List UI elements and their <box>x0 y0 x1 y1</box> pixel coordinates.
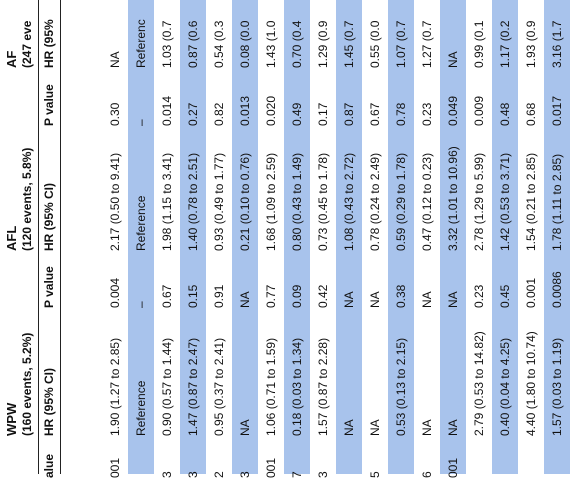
cell-wpw-hr: 2.79 (0.53 to 14.82) <box>472 331 486 436</box>
cell-p-prev: 2 <box>212 471 226 478</box>
table-row <box>284 0 310 478</box>
cell-afl-hr: 1.08 (0.43 to 2.72) <box>342 152 356 251</box>
cell-af-hr: 1.43 (1.0 <box>264 20 278 68</box>
table-row <box>232 0 258 478</box>
cell-af-hr: 0.54 (0.3 <box>212 20 226 68</box>
group-subtitle-afl: (120 events, 5.8%) <box>20 147 34 251</box>
cell-wpw-hr: 0.90 (0.57 to 1.44) <box>160 337 174 436</box>
cell-p-prev: 001 <box>264 457 278 478</box>
cell-p-prev: 001 <box>446 457 460 478</box>
cell-afl-p: 0.48 <box>498 102 512 126</box>
table-row <box>362 0 388 478</box>
cell-wpw-p: NA <box>238 291 252 308</box>
cell-afl-hr: 0.59 (0.29 to 1.78) <box>394 152 408 251</box>
cell-afl-hr: 0.21 (0.10 to 0.76) <box>238 152 252 251</box>
cell-wpw-p: 0.42 <box>316 284 330 308</box>
cell-afl-hr: 1.78 (1.11 to 2.85) <box>550 153 564 251</box>
table-row <box>492 0 518 474</box>
cell-wpw-hr: 0.95 (0.37 to 2.41) <box>212 337 226 436</box>
cell-afl-hr: 3.32 (1.01 to 10.96) <box>446 146 460 251</box>
cell-afl-p: 0.87 <box>342 102 356 126</box>
cell-wpw-p: 0.004 <box>108 277 122 308</box>
cell-afl-p: – <box>134 119 148 126</box>
cell-p-prev: 3 <box>186 471 200 478</box>
cell-wpw-hr: 0.40 (0.04 to 4.25) <box>498 337 512 436</box>
cell-af-hr: 0.70 (0.4 <box>290 20 304 68</box>
group-title-afl: AFL <box>4 225 19 251</box>
col-wpw-hr: HR (95% CI) <box>42 367 56 436</box>
cell-wpw-p: 0.45 <box>498 284 512 308</box>
cell-wpw-p: NA <box>420 291 434 308</box>
col-afl-hr: HR (95% CI) <box>42 182 56 251</box>
cell-p-prev: 3 <box>238 471 252 478</box>
cell-wpw-p: 0.23 <box>472 284 486 308</box>
table-body <box>102 0 570 478</box>
cell-wpw-p: 0.15 <box>186 284 200 308</box>
cell-p-prev: 3 <box>316 471 330 478</box>
table-row <box>128 0 154 474</box>
cell-afl-p: 0.17 <box>316 102 330 126</box>
cell-af-hr: 0.08 (0.0 <box>238 20 252 68</box>
cell-afl-hr: 2.17 (0.50 to 9.41) <box>108 152 122 251</box>
col-af-hr: HR (95% <box>42 19 56 68</box>
cell-wpw-hr: 4.40 (1.80 to 10.74) <box>524 331 538 436</box>
cell-af-hr: Referenc <box>134 19 148 68</box>
cell-afl-hr: 0.73 (0.45 to 1.78) <box>316 152 330 251</box>
cell-af-hr: 1.07 (0.7 <box>394 20 408 68</box>
cell-afl-hr: 0.78 (0.24 to 2.49) <box>368 152 382 251</box>
cell-af-hr: 1.03 (0.7 <box>160 20 174 68</box>
cell-af-hr: 3.16 (1.7 <box>550 20 564 68</box>
cell-wpw-hr: NA <box>238 419 252 436</box>
cell-afl-hr: 0.47 (0.12 to 0.23) <box>420 152 434 251</box>
group-rule <box>38 0 39 474</box>
table-row <box>102 0 128 478</box>
cell-wpw-hr: NA <box>368 419 382 436</box>
table-row <box>414 0 440 478</box>
cell-afl-p: 0.014 <box>160 95 174 126</box>
table-row <box>518 0 544 474</box>
col-afl-p: P value <box>42 84 56 126</box>
table-row <box>388 0 414 474</box>
group-subtitle-wpw: (160 events, 5.2%) <box>20 332 34 436</box>
table-row <box>258 0 284 478</box>
cell-wpw-p: 0.91 <box>212 284 226 308</box>
cell-afl-p: 0.49 <box>290 102 304 126</box>
cell-afl-hr: 1.42 (0.53 to 3.71) <box>498 152 512 251</box>
cell-af-hr: 1.29 (0.9 <box>316 20 330 68</box>
header-rule <box>60 0 61 474</box>
cell-p-prev: 7 <box>290 471 304 478</box>
cell-wpw-p: NA <box>368 291 382 308</box>
cell-af-hr: 1.93 (0.9 <box>524 20 538 68</box>
col-p-value-prev: alue <box>42 453 56 478</box>
table-row <box>154 0 180 478</box>
cell-wpw-p: 0.38 <box>394 284 408 308</box>
cell-afl-p: 0.30 <box>108 102 122 126</box>
cell-wpw-hr: NA <box>420 419 434 436</box>
cell-wpw-p: 0.77 <box>264 284 278 308</box>
table-row <box>206 0 232 478</box>
cell-afl-hr: 0.93 (0.49 to 1.77) <box>212 152 226 251</box>
cell-afl-hr: 2.78 (1.29 to 5.99) <box>472 152 486 251</box>
table-row <box>336 0 362 474</box>
cell-afl-p: 0.27 <box>186 102 200 126</box>
table-row <box>180 0 206 478</box>
col-wpw-p: P value <box>42 266 56 308</box>
cell-wpw-p: NA <box>342 291 356 308</box>
group-subtitle-af: (247 eve <box>20 20 34 68</box>
cell-wpw-hr: NA <box>342 419 356 436</box>
cell-af-hr: 0.87 (0.6 <box>186 20 200 68</box>
cell-wpw-hr: NA <box>446 419 460 436</box>
cell-afl-hr: 1.98 (1.15 to 3.41) <box>160 152 174 251</box>
cell-wpw-p: 0.67 <box>160 284 174 308</box>
cell-wpw-p: – <box>134 301 148 308</box>
cell-wpw-hr: 1.57 (0.03 to 1.19) <box>550 337 564 436</box>
cell-af-hr: 0.55 (0.0 <box>368 20 382 68</box>
cell-p-prev: 6 <box>420 471 434 478</box>
cell-af-hr: NA <box>108 51 122 68</box>
cell-wpw-p: NA <box>446 291 460 308</box>
cell-wpw-p: 0.001 <box>524 277 538 308</box>
cell-afl-hr: 1.40 (0.78 to 2.51) <box>186 152 200 251</box>
cell-afl-p: 0.009 <box>472 95 486 126</box>
table-header <box>0 0 102 478</box>
cell-p-prev: 5 <box>368 471 382 478</box>
cell-p-prev: 001 <box>108 457 122 478</box>
cell-afl-p: 0.013 <box>238 95 252 126</box>
cell-wpw-p: 0.09 <box>290 284 304 308</box>
cell-af-hr: 1.17 (0.2 <box>498 20 512 68</box>
group-title-af: AF <box>4 50 19 68</box>
cell-afl-hr: 1.68 (1.09 to 2.59) <box>264 152 278 251</box>
cell-afl-hr: Reference <box>134 195 148 251</box>
cell-afl-p: 0.67 <box>368 102 382 126</box>
cell-wpw-hr: 1.06 (0.71 to 1.59) <box>264 337 278 436</box>
cell-af-hr: NA <box>446 51 460 68</box>
table-row <box>310 0 336 478</box>
table-row <box>440 0 466 478</box>
table-row <box>466 0 492 474</box>
cell-afl-p: 0.017 <box>550 95 564 126</box>
cell-afl-p: 0.020 <box>264 95 278 126</box>
cell-wpw-hr: 1.47 (0.87 to 2.47) <box>186 337 200 436</box>
cell-wpw-hr: 1.90 (1.27 to 2.85) <box>108 337 122 436</box>
cell-wpw-p: 0.0086 <box>550 271 564 308</box>
cell-wpw-hr: 0.18 (0.03 to 1.34) <box>290 337 304 436</box>
group-title-wpw: WPW <box>4 402 19 436</box>
cell-wpw-hr: Reference <box>134 380 148 436</box>
cell-afl-p: 0.78 <box>394 102 408 126</box>
cell-wpw-hr: 1.57 (0.87 to 2.28) <box>316 337 330 436</box>
cell-p-prev: 3 <box>160 471 174 478</box>
cell-af-hr: 1.45 (0.7 <box>342 20 356 68</box>
cell-afl-hr: 0.80 (0.43 to 1.49) <box>290 152 304 251</box>
cell-wpw-hr: 0.53 (0.13 to 2.15) <box>394 337 408 436</box>
cell-af-hr: 0.99 (0.1 <box>472 20 486 68</box>
cell-afl-p: 0.68 <box>524 102 538 126</box>
cell-afl-p: 0.82 <box>212 102 226 126</box>
cell-afl-p: 0.23 <box>420 102 434 126</box>
table-row <box>544 0 570 474</box>
cell-afl-p: 0.049 <box>446 95 460 126</box>
cell-af-hr: 1.27 (0.7 <box>420 20 434 68</box>
cell-afl-hr: 1.54 (0.21 to 2.85) <box>524 152 538 251</box>
